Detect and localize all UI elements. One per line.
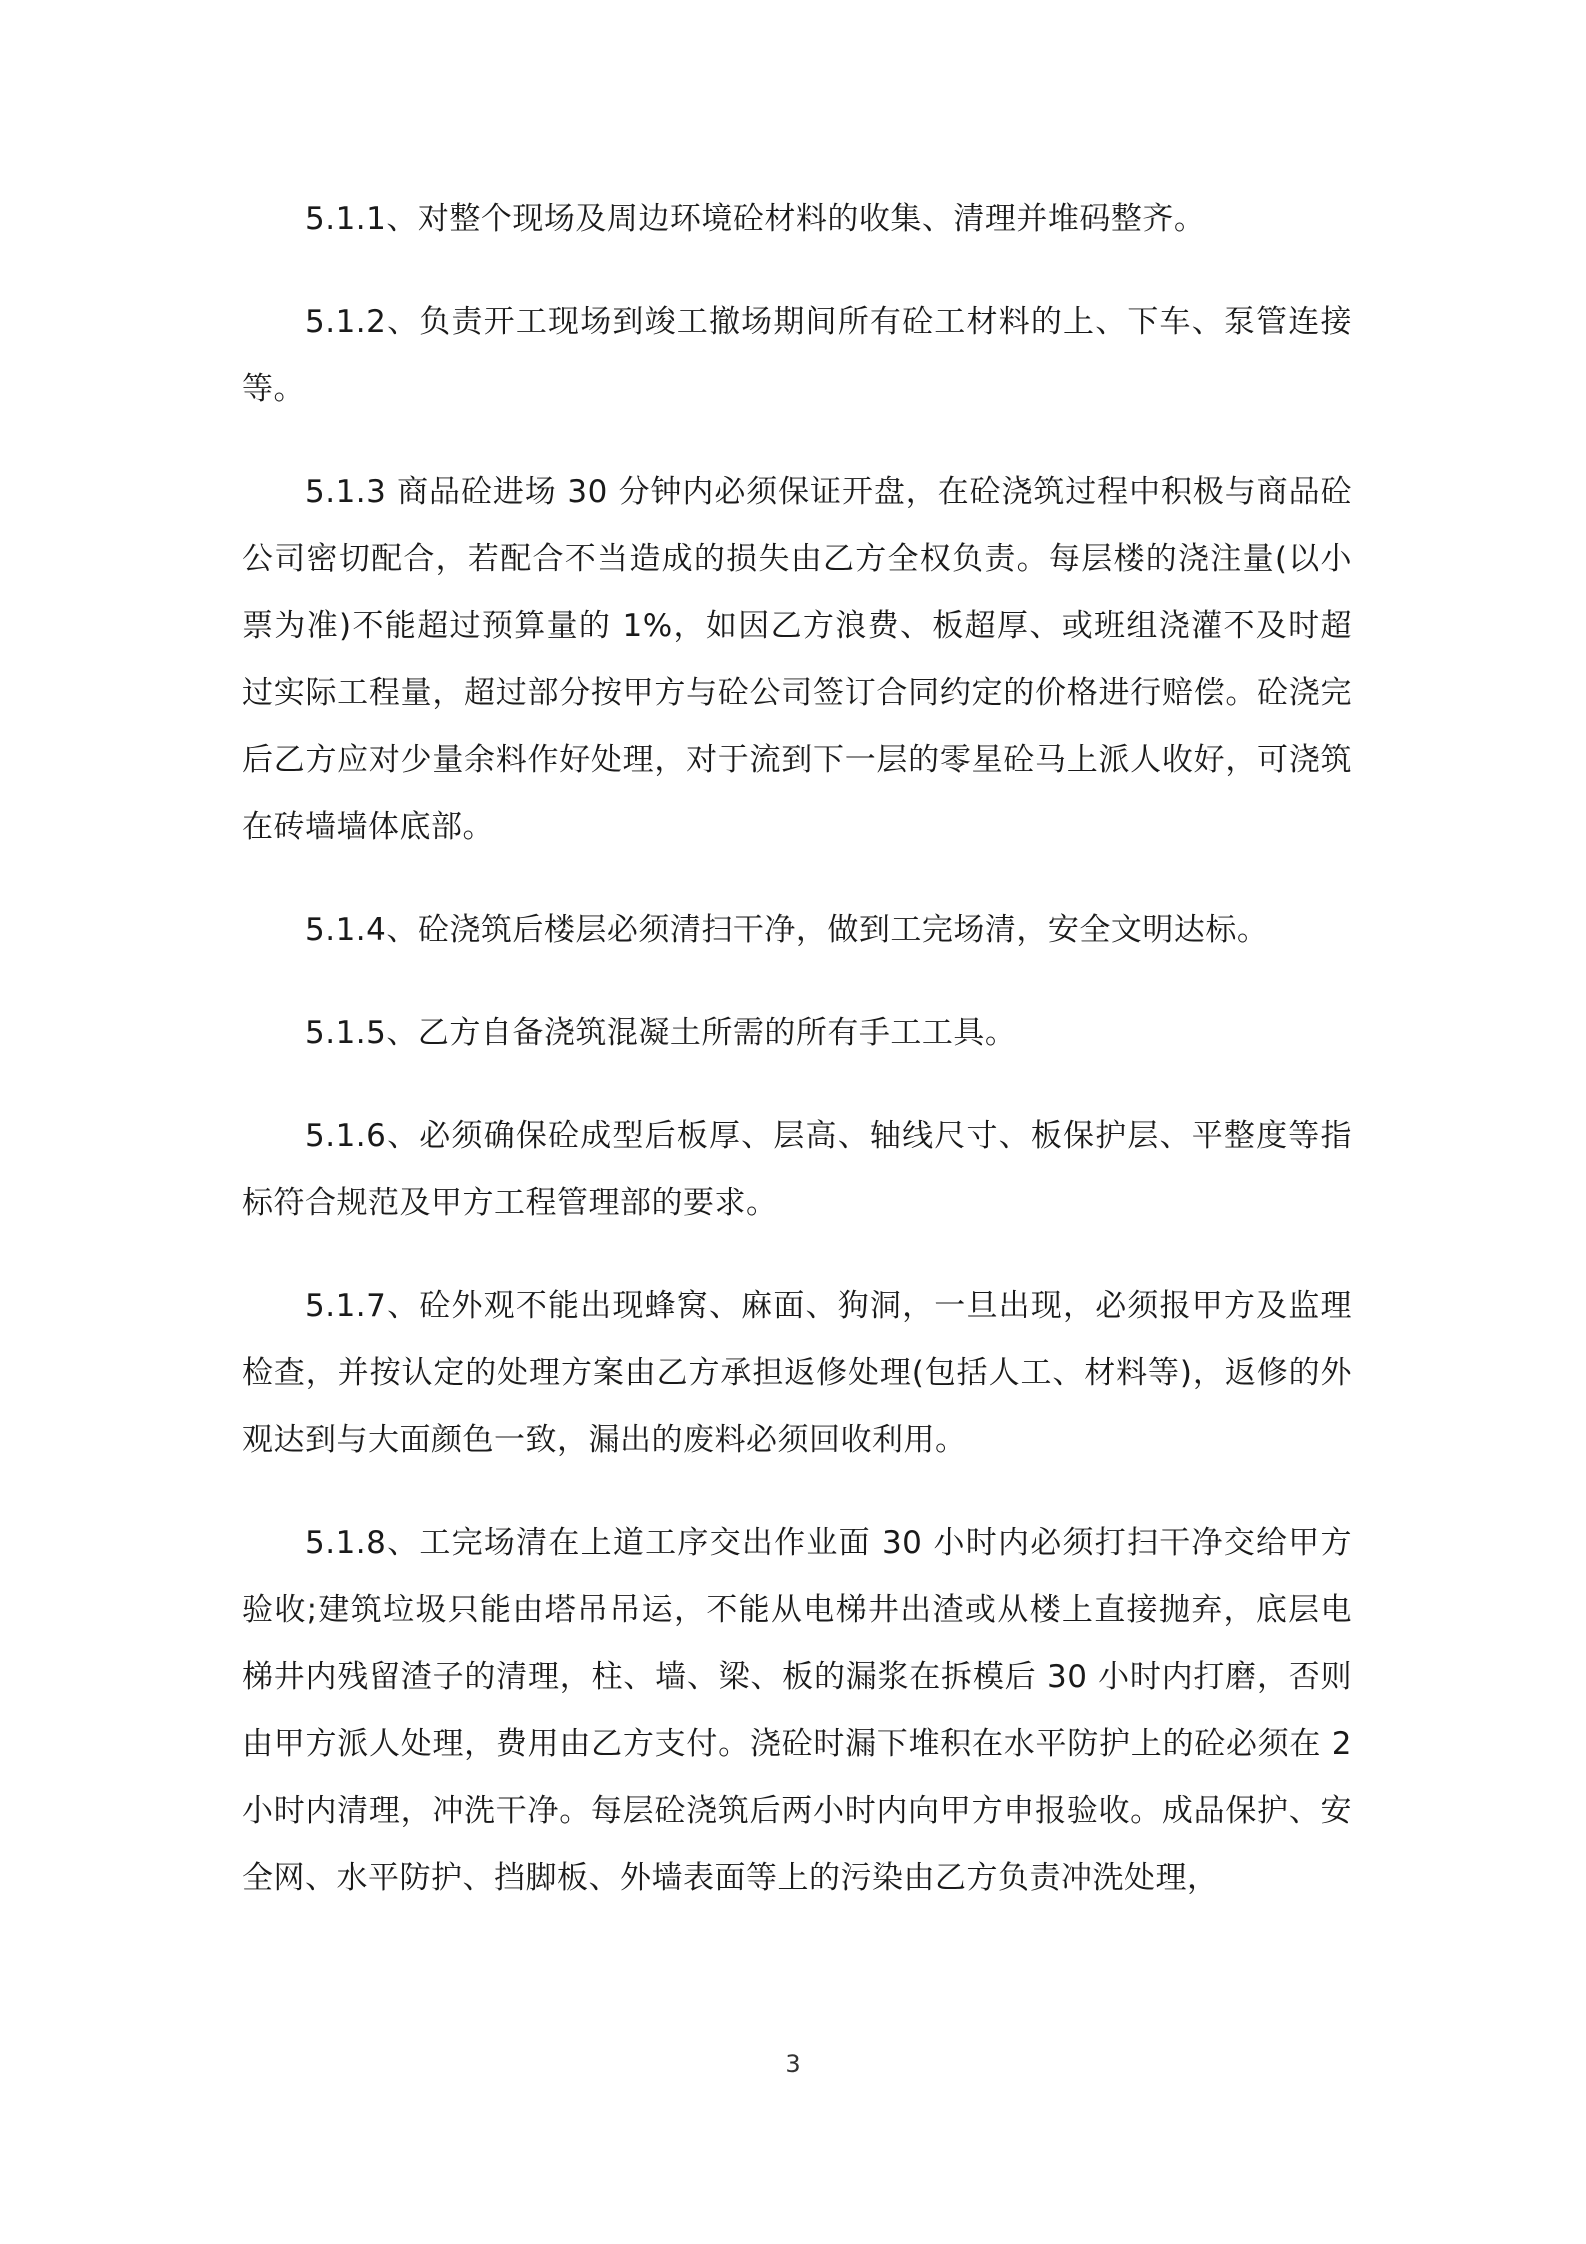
clause-5-1-2: 5.1.2、负责开工现场到竣工撤场期间所有砼工材料的上、下车、泵管连接等。 — [242, 304, 1352, 407]
clause-5-1-1: 5.1.1、对整个现场及周边环境砼材料的收集、清理并堆码整齐。 — [305, 201, 1206, 237]
clause-5-1-3: 5.1.3 商品砼进场 30 分钟内必须保证开盘，在砼浇筑过程中积极与商品砼公司密切配合，若配合不当造成的损失由乙方全权负责。每层楼的浇注量(以小票为准)不能超过预算量的 1%，如因乙方浪费、板超厚、或班组浇灌不及时超过实际工程量，超过部分按甲方与砼公司签订合同约定的价格进行赔偿。砼浇完后乙方应对少量余料作好处理，对于流到下一层的零星砼马上派人收好，可浇筑在砖墙墙体底部。 — [242, 474, 1352, 845]
clause-5-1-5: 5.1.5、乙方自备浇筑混凝土所需的所有手工工具。 — [305, 1015, 1017, 1051]
clause-5-1-8: 5.1.8、工完场清在上道工序交出作业面 30 小时内必须打扫干净交给甲方验收;建筑垃圾只能由塔吊吊运，不能从电梯井出渣或从楼上直接抛弃，底层电梯井内残留渣子的清理，柱、墙、梁、板的漏浆在拆模后 30 小时内打磨，否则由甲方派人处理，费用由乙方支付。浇砼时漏下堆积在水平防护上的砼必须在 2 小时内清理，冲洗干净。每层砼浇筑后两小时内向甲方申报验收。成品保护、安全网、水平防护、挡脚板、外墙表面等上的污染由乙方负责冲洗处理， — [242, 1525, 1352, 1896]
clause-5-1-6: 5.1.6、必须确保砼成型后板厚、层高、轴线尺寸、板保护层、平整度等指标符合规范及甲方工程管理部的要求。 — [242, 1118, 1352, 1221]
page-number: 3 — [785, 2050, 801, 2078]
clause-5-1-4: 5.1.4、砼浇筑后楼层必须清扫干净，做到工完场清，安全文明达标。 — [305, 912, 1269, 948]
clause-5-1-7: 5.1.7、砼外观不能出现蜂窝、麻面、狗洞，一旦出现，必须报甲方及监理检查，并按认定的处理方案由乙方承担返修处理(包括人工、材料等)，返修的外观达到与大面颜色一致，漏出的废料必须回收利用。 — [242, 1288, 1352, 1458]
document-body — [242, 186, 1352, 1948]
